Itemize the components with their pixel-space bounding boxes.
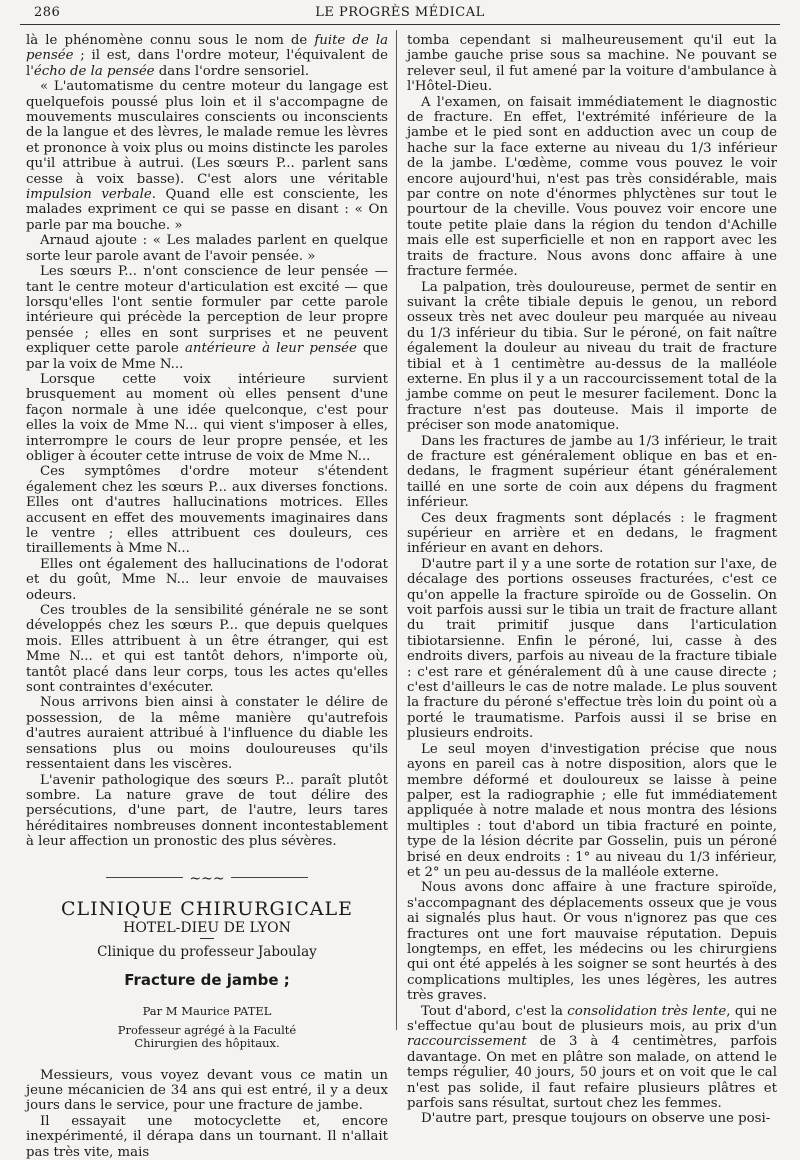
paragraph: Ces deux fragments sont déplacés : le fragment supérieur en arrière et en dedans, le fragment inférieur en avant en dehors. (407, 510, 777, 557)
left-column (26, 33, 388, 1160)
paragraph: tomba cependant si malheureusement qu'il eut la jambe gauche prise sous sa machine. Ne pouvant se relever seul, il fut amené par la voiture d'ambulance à l'Hôtel-Dieu. (407, 33, 777, 95)
header-rule (20, 24, 780, 25)
section-title: CLINIQUE CHIRURGICALE (61, 897, 353, 920)
author-role-line: Chirurgien des hôpitaux. (134, 1035, 280, 1050)
paragraph: Lorsque cette voix intérieure survient brusquement au moment où elles pensent d'une façon normale à une idée quelconque, c'est pour elles la voix de Mme N... qui vient s'imposer à elles, interrompre le cours de leur propre pensée, et les obliger à écouter cette intruse de voix de Mme N... (26, 371, 388, 464)
section-hospital: HOTEL-DIEU DE LYON (123, 919, 291, 936)
paragraph: Ces symptômes d'ordre moteur s'étendent également chez les sœurs P... aux diverses fonctions. Elles ont d'autres hallucinations motrices. Elles accusent en effet des mouvements imaginaires dans le ventre ; elles attribuent ces douleurs, ces tiraillements à Mme N... (26, 464, 388, 557)
paragraph: Elles ont également des hallucinations de l'odorat et du goût, Mme N... leur envoie de mauvaises odeurs. (26, 556, 388, 603)
paragraph: Le seul moyen d'investigation précise que nous ayons en pareil cas à notre disposition, alors que le membre déformé et douloureux se laisse à peine palper, est la radiographie ; elle fut immédiatement appliquée à notre malade et nous montra des lésions multiples : tout d'abord un tibia fracturé en pointe, type de la lésion décrite par Gosselin, puis un péroné brisé en deux endroits : 1° au niveau du 1/3 inférieur, et 2° un peu au-dessus de la malléole externe. (407, 741, 777, 880)
journal-title: LE PROGRÈS MÉDICAL (315, 5, 485, 20)
paragraph: D'autre part il y a une sorte de rotation sur l'axe, de décalage des portions osseuses fracturées, c'est ce qu'on appelle la fracture spiroïde ou de Gosselin. On voit parfois aussi sur le tibia un trait de fracture allant du trait primitif jusque dans l'articulation tibiotarsienne. Enfin le péroné, lui, casse à des endroits divers, parfois au niveau de la fracture tibiale : c'est rare et généralement dû à une cause directe ; c'est d'ailleurs le cas de notre malade. Le plus souvent la fracture du péroné s'effectue très loin du point où a porté le traumatisme. Parfois aussi il se brise en plusieurs endroits. (407, 556, 777, 742)
paragraph: Nous avons donc affaire à une fracture spiroïde, s'accompagnant des déplacements osseux que je vous ai signalés plus haut. Or vous n'ignorez pas que ces fractures ont une fort mauvaise réputation. Depuis longtemps, en effet, les médecins ou les chirurgiens qui ont été appelés à les soigner se sont heurtés à des complications multiples, les unes légères, les autres très graves. (407, 880, 777, 1004)
paragraph: L'avenir pathologique des sœurs P... paraît plutôt sombre. La nature grave de tout délire des persécutions, d'une part, de l'autre, leurs tares héréditaires nombreuses donnent incontestablement à leur affection un pronostic des plus sévères. (26, 772, 388, 850)
paragraph: Messieurs, vous voyez devant vous ce matin un jeune mécanicien de 34 ans qui est entré, il y a deux jours dans le service, pour une fracture de jambe. (26, 1067, 388, 1114)
right-column (407, 33, 777, 1127)
author-role-line: Professeur agrégé à la Faculté (117, 1022, 297, 1037)
paragraph: Tout d'abord, c'est la consolidation très lente, qui ne s'effectue qu'au bout de plusieurs mois, au prix d'un raccourcissement de 3 à 4 centimètres, parfois davantage. On met en plâtre son malade, on attend le temps régulier, 40 jours, 50 jours et on voit que le cal n'est pas solide, il faut refaire plusieurs plâtres et parfois sans résultat, surtout chez les femmes. (407, 1003, 777, 1112)
page-header (20, 5, 780, 23)
section-clinic: Clinique du professeur Jaboulay (97, 944, 317, 961)
paragraph: Les sœurs P... n'ont conscience de leur pensée — tant le centre moteur d'articulation est excité — que lorsqu'elles l'ont sentie formuler par cette parole intérieure qui précède la perception de leur propre pensée ; elles en sont surprises et ne peuvent expliquer cette parole antérieure à leur pensée que par la voix de Mme N... (26, 264, 388, 372)
paragraph: là le phénomène connu sous le nom de fuite de la pensée ; il est, dans l'ordre moteur, l'équivalent de l'écho de la pensée dans l'ordre sensoriel. (26, 33, 388, 79)
section-dash (200, 938, 214, 939)
paragraph: A l'examen, on faisait immédiatement le diagnostic de fracture. En effet, l'extrémité inférieure de la jambe et le pied sont en adduction avec un coup de hache sur la face externe au niveau du 1/3 inférieur de la jambe. L'œdème, comme vous pouvez le voir encore aujourd'hui, n'est pas très considérable, mais par contre on note d'énormes phlyctènes sur tout le pourtour de la cheville. Vous pouvez voir encore une toute petite plaie dans la région du tendon d'Achille mais elle est superficielle et non en rapport avec les traits de fracture. Nous avons donc affaire à une fracture fermée. (407, 94, 777, 280)
section-ornament (26, 870, 388, 887)
page-number: 286 (34, 5, 61, 20)
paragraph: Il essayait une motocyclette et, encore inexpérimenté, il dérapa dans un tournant. Il n'allait pas très vite, mais (26, 1113, 388, 1160)
column-divider (396, 30, 397, 1030)
paragraph: Dans les fractures de jambe au 1/3 inférieur, le trait de fracture est généralement oblique en bas et en-dedans, le fragment supérieur étant généralement taillé en une sorte de coin aux dépens du fragment inférieur. (407, 433, 777, 511)
ornament-swash: ~~~ (183, 871, 230, 887)
paragraph: Arnaud ajoute : « Les malades parlent en quelque sorte leur parole avant de l'avoir pensée. » (26, 233, 388, 264)
paragraph: « L'automatisme du centre moteur du langage est quelquefois poussé plus loin et il s'accompagne de mouvements musculaires conscients ou inconscients de la langue et des lèvres, le malade remue les lèvres et prononce à voix plus ou moins distincte les paroles qu'il attribue à autrui. (Les sœurs P... parlent sans cesse à voix basse). C'est alors une véritable impulsion verbale. Quand elle est consciente, les malades expriment ce qui se passe en disant : « On parle par ma bouche. » (26, 79, 388, 233)
case-title: Fracture de jambe ; (124, 970, 290, 989)
paragraph: La palpation, très douloureuse, permet de sentir en suivant la crête tibiale depuis le genou, un rebord osseux très net avec douleur peu marquée au niveau du 1/3 inférieur du tibia. Sur le péroné, on fait naître également la douleur au niveau du trait de fracture tibial et à 1 centimètre au-dessus de la malléole externe. En plus il y a un raccourcissement total de la jambe comme on peut le mesurer facilement. Donc la fracture n'est pas douteuse. Mais il importe de préciser son mode anatomique. (407, 279, 777, 434)
paragraph: Ces troubles de la sensibilité générale ne se sont développés chez les sœurs P... que depuis quelques mois. Elles attribuent à un être étranger, qui est Mme N... et qui est tantôt dehors, n'importe où, tantôt placé dans leur corps, tous les actes qu'elles sont contraintes d'exécuter. (26, 603, 388, 696)
author-line: Par M Maurice PATEL (142, 1004, 272, 1019)
paragraph: D'autre part, presque toujours on observe une posi- (421, 1111, 771, 1127)
author-role (26, 1024, 388, 1050)
paragraph: Nous arrivons bien ainsi à constater le délire de possession, de la même manière qu'autrefois d'autres auraient attribué à l'influence du diable les sensations plus ou moins douloureuses qu'ils ressentaient dans les viscères. (26, 695, 388, 773)
